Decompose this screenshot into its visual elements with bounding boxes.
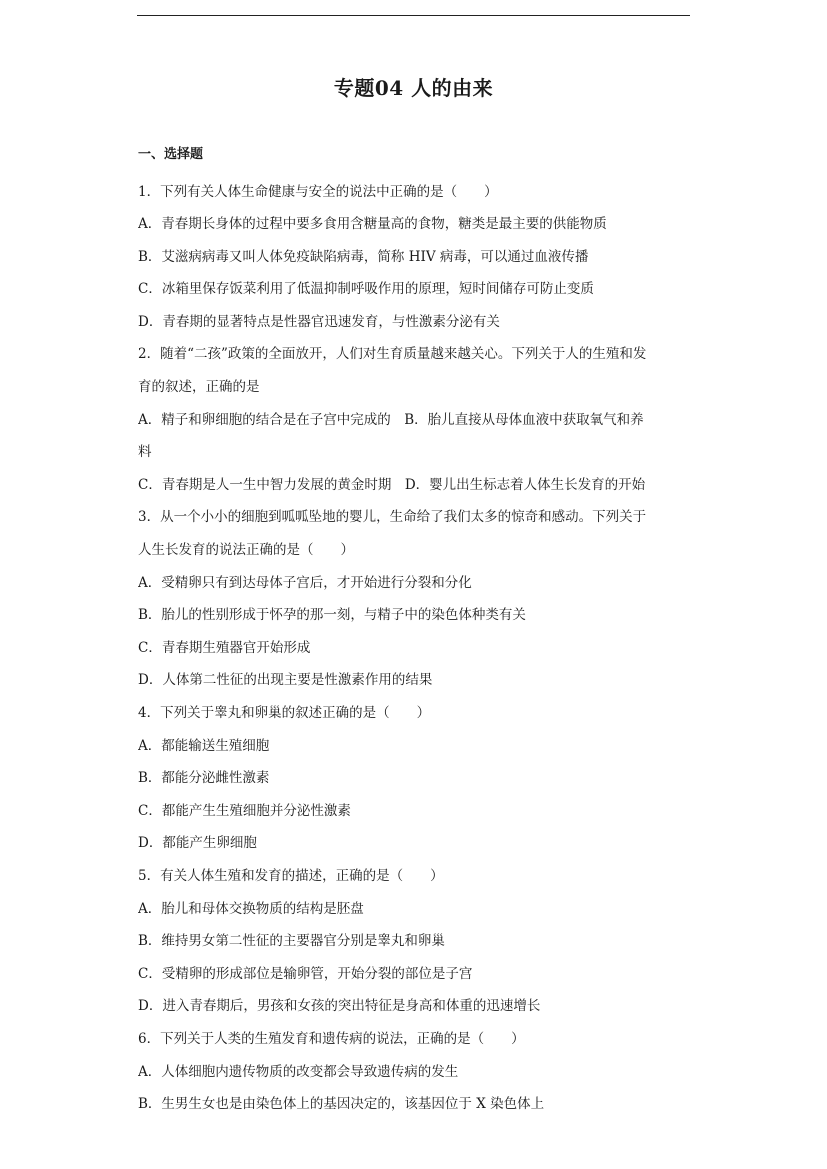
question-content bbox=[138, 143, 694, 1121]
question-6-option-a: A．人体细胞内遗传物质的改变都会导致遗传病的发生 bbox=[138, 1063, 459, 1080]
question-1-option-d: D．青春期的显著特点是性器官迅速发育，与性激素分泌有关 bbox=[138, 313, 500, 330]
question-5-option-a: A．胎儿和母体交换物质的结构是胚盘 bbox=[138, 900, 364, 917]
question-2-options-ab: A．精子和卵细胞的结合是在子宫中完成的 B．胎儿直接从母体血液中获取氧气和养 bbox=[138, 411, 644, 428]
question-4-option-d: D．都能产生卵细胞 bbox=[138, 835, 257, 852]
question-2-options-ab-continued: 料 bbox=[138, 444, 152, 461]
question-1-option-b: B．艾滋病病毒又叫人体免疫缺陷病毒，简称 HIV 病毒，可以通过血液传播 bbox=[138, 248, 589, 265]
question-4-stem: 4．下列关于睾丸和卵巢的叙述正确的是（ ） bbox=[138, 705, 431, 721]
header-rule bbox=[137, 15, 690, 16]
question-4-option-a: A．都能输送生殖细胞 bbox=[138, 737, 270, 754]
question-1-option-c: C．冰箱里保存饭菜利用了低温抑制呼吸作用的原理，短时间储存可防止变质 bbox=[138, 281, 594, 298]
document-title: 专题04 人的由来 bbox=[333, 76, 494, 100]
question-1-option-a: A．青春期长身体的过程中要多食用含糖量高的食物，糖类是最主要的供能物质 bbox=[138, 216, 607, 233]
question-2-stem-continued: 育的叙述，正确的是 bbox=[138, 379, 260, 396]
question-3-stem-continued: 人生长发育的说法正确的是（ ） bbox=[138, 542, 354, 559]
question-5-stem: 5．有关人体生殖和发育的描述，正确的是（ ） bbox=[138, 867, 444, 884]
question-3-option-b: B．胎儿的性别形成于怀孕的那一刻，与精子中的染色体种类有关 bbox=[138, 607, 526, 624]
question-4-option-b: B．都能分泌雌性激素 bbox=[138, 770, 270, 787]
question-6-option-b: B．生男生女也是由染色体上的基因决定的，该基因位于 X 染色体上 bbox=[138, 1096, 545, 1113]
question-2-options-cd: C．青春期是人一生中智力发展的黄金时期 D．婴儿出生标志着人体生长发育的开始 bbox=[138, 476, 646, 493]
section-heading: 一、选择题 bbox=[138, 147, 204, 162]
question-5-option-d: D．进入青春期后，男孩和女孩的突出特征是身高和体重的迅速增长 bbox=[138, 998, 541, 1015]
question-3-stem: 3．从一个小小的细胞到呱呱坠地的婴儿，生命给了我们太多的惊奇和感动。下列关于 bbox=[138, 509, 647, 526]
question-6-stem: 6．下列关于人类的生殖发育和遗传病的说法，正确的是（ ） bbox=[138, 1030, 525, 1047]
question-5-option-c: C．受精卵的形成部位是输卵管，开始分裂的部位是子宫 bbox=[138, 965, 473, 982]
question-3-option-c: C．青春期生殖器官开始形成 bbox=[138, 639, 311, 656]
question-5-option-b: B．维持男女第二性征的主要器官分别是睾丸和卵巢 bbox=[138, 933, 445, 950]
question-3-option-d: D．人体第二性征的出现主要是性激素作用的结果 bbox=[138, 672, 433, 689]
question-1-stem: 1．下列有关人体生命健康与安全的说法中正确的是（ ） bbox=[138, 183, 498, 200]
question-3-option-a: A．受精卵只有到达母体子宫后，才开始进行分裂和分化 bbox=[138, 574, 472, 591]
question-2-stem: 2．随着“二孩”政策的全面放开，人们对生育质量越来越关心。下列关于人的生殖和发 bbox=[138, 346, 647, 363]
question-4-option-c: C．都能产生生殖细胞并分泌性激素 bbox=[138, 802, 351, 819]
